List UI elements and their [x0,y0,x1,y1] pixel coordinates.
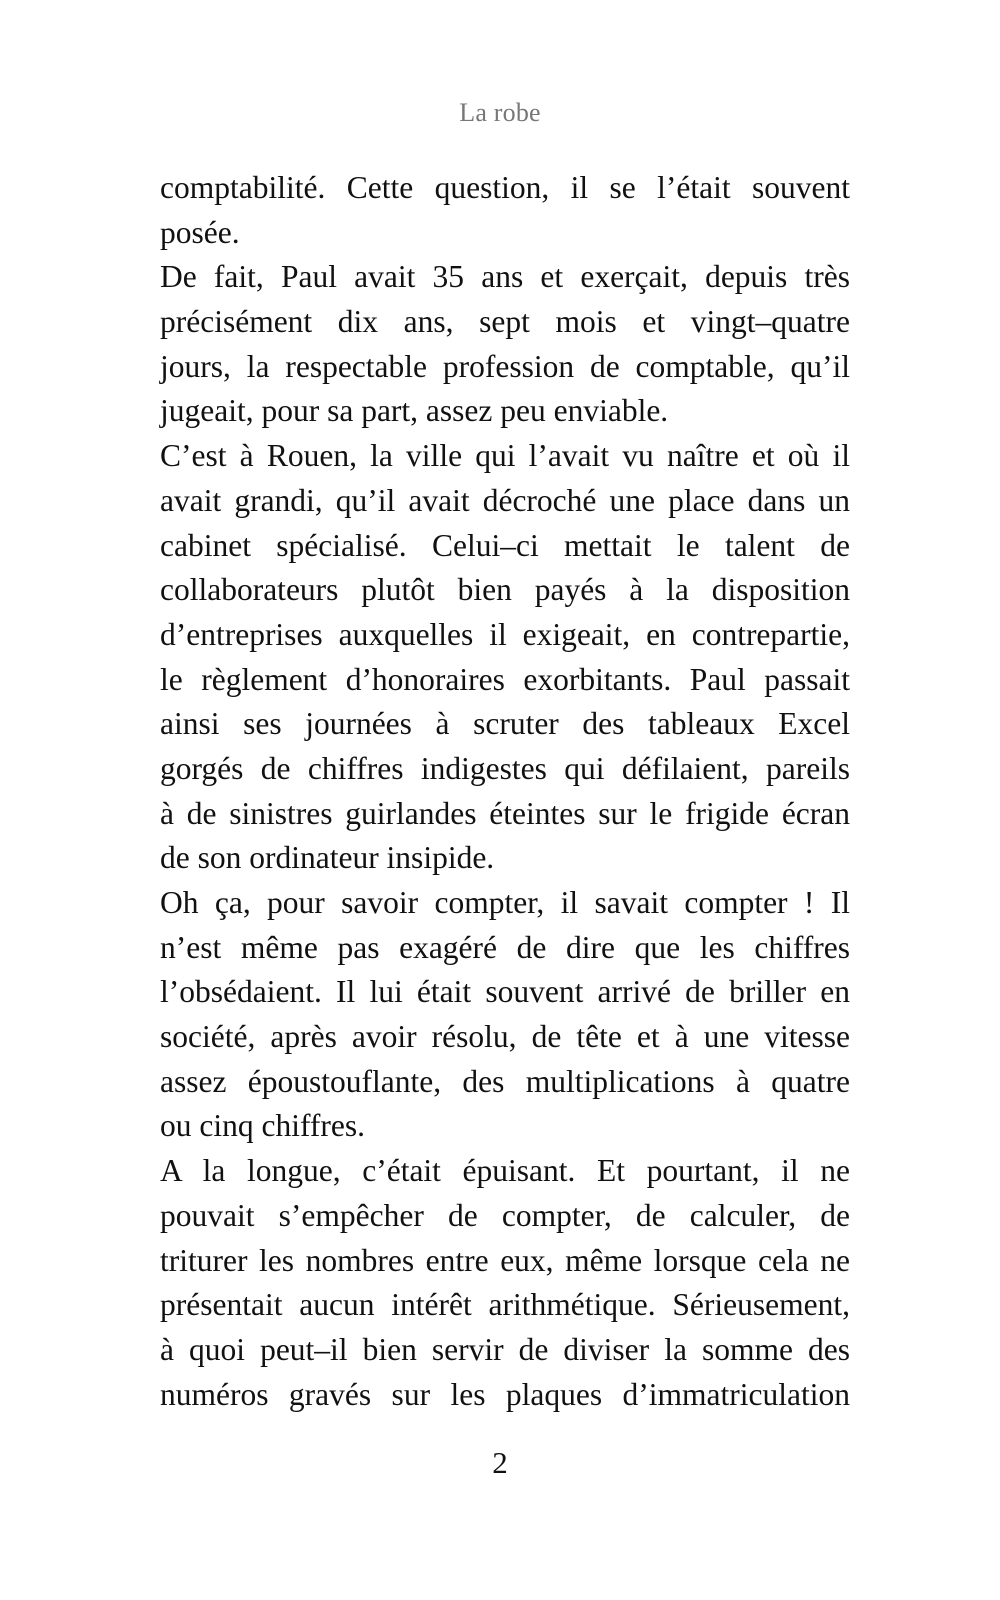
text-line: comptabilité. Cette question, il se l’était souvent [160,170,850,205]
text-line: jours, la respectable profession de comptable, qu’il [160,348,850,384]
text-line: avait grandi, qu’il avait décroché une place dans un [160,482,850,518]
page-number: 2 [492,1445,508,1480]
text-line: assez époustouflante, des multiplications à quatre [160,1063,850,1099]
text-line: pouvait s’empêcher de compter, de calculer, de [160,1197,850,1233]
text-line: De fait, Paul avait 35 ans et exerçait, depuis très [160,259,850,295]
body-text [160,166,850,1417]
running-head: La robe [459,98,541,127]
text-line: cabinet spécialisé. Celui–ci mettait le talent de [160,527,850,563]
text-line: le règlement d’honoraires exorbitants. Paul passait [160,661,850,697]
text-line: société, après avoir résolu, de tête et à une vitesse [160,1019,850,1055]
text-line: triturer les nombres entre eux, même lorsque cela ne [160,1242,850,1278]
text-line: l’obsédaient. Il lui était souvent arrivé de briller en [160,974,850,1010]
text-line: ainsi ses journées à scruter des tableaux Excel [160,706,850,742]
text-line: A la longue, c’était épuisant. Et pourtant, il ne [160,1153,850,1189]
text-line: numéros gravés sur les plaques d’immatriculation [160,1376,850,1412]
text-line: à quoi peut–il bien servir de diviser la somme des [160,1331,850,1367]
text-line: ou cinq chiffres. [160,1108,365,1144]
text-line: gorgés de chiffres indigestes qui défilaient, pareils [160,750,850,786]
text-line: à de sinistres guirlandes éteintes sur le frigide écran [160,795,850,831]
text-line: posée. [160,214,240,250]
text-line: d’entreprises auxquelles il exigeait, en contrepartie, [160,616,850,652]
text-line: collaborateurs plutôt bien payés à la disposition [160,572,850,608]
text-line: de son ordinateur insipide. [160,840,495,876]
text-line: présentait aucun intérêt arithmétique. Sérieusement, [160,1287,850,1323]
text-line: précisément dix ans, sept mois et vingt–quatre [160,304,850,340]
text-line: jugeait, pour sa part, assez peu enviable. [160,393,669,429]
text-line: Oh ça, pour savoir compter, il savait compter ! Il [160,885,850,920]
text-line: n’est même pas exagéré de dire que les chiffres [160,929,850,965]
text-line: C’est à Rouen, la ville qui l’avait vu naître et où il [160,438,850,474]
